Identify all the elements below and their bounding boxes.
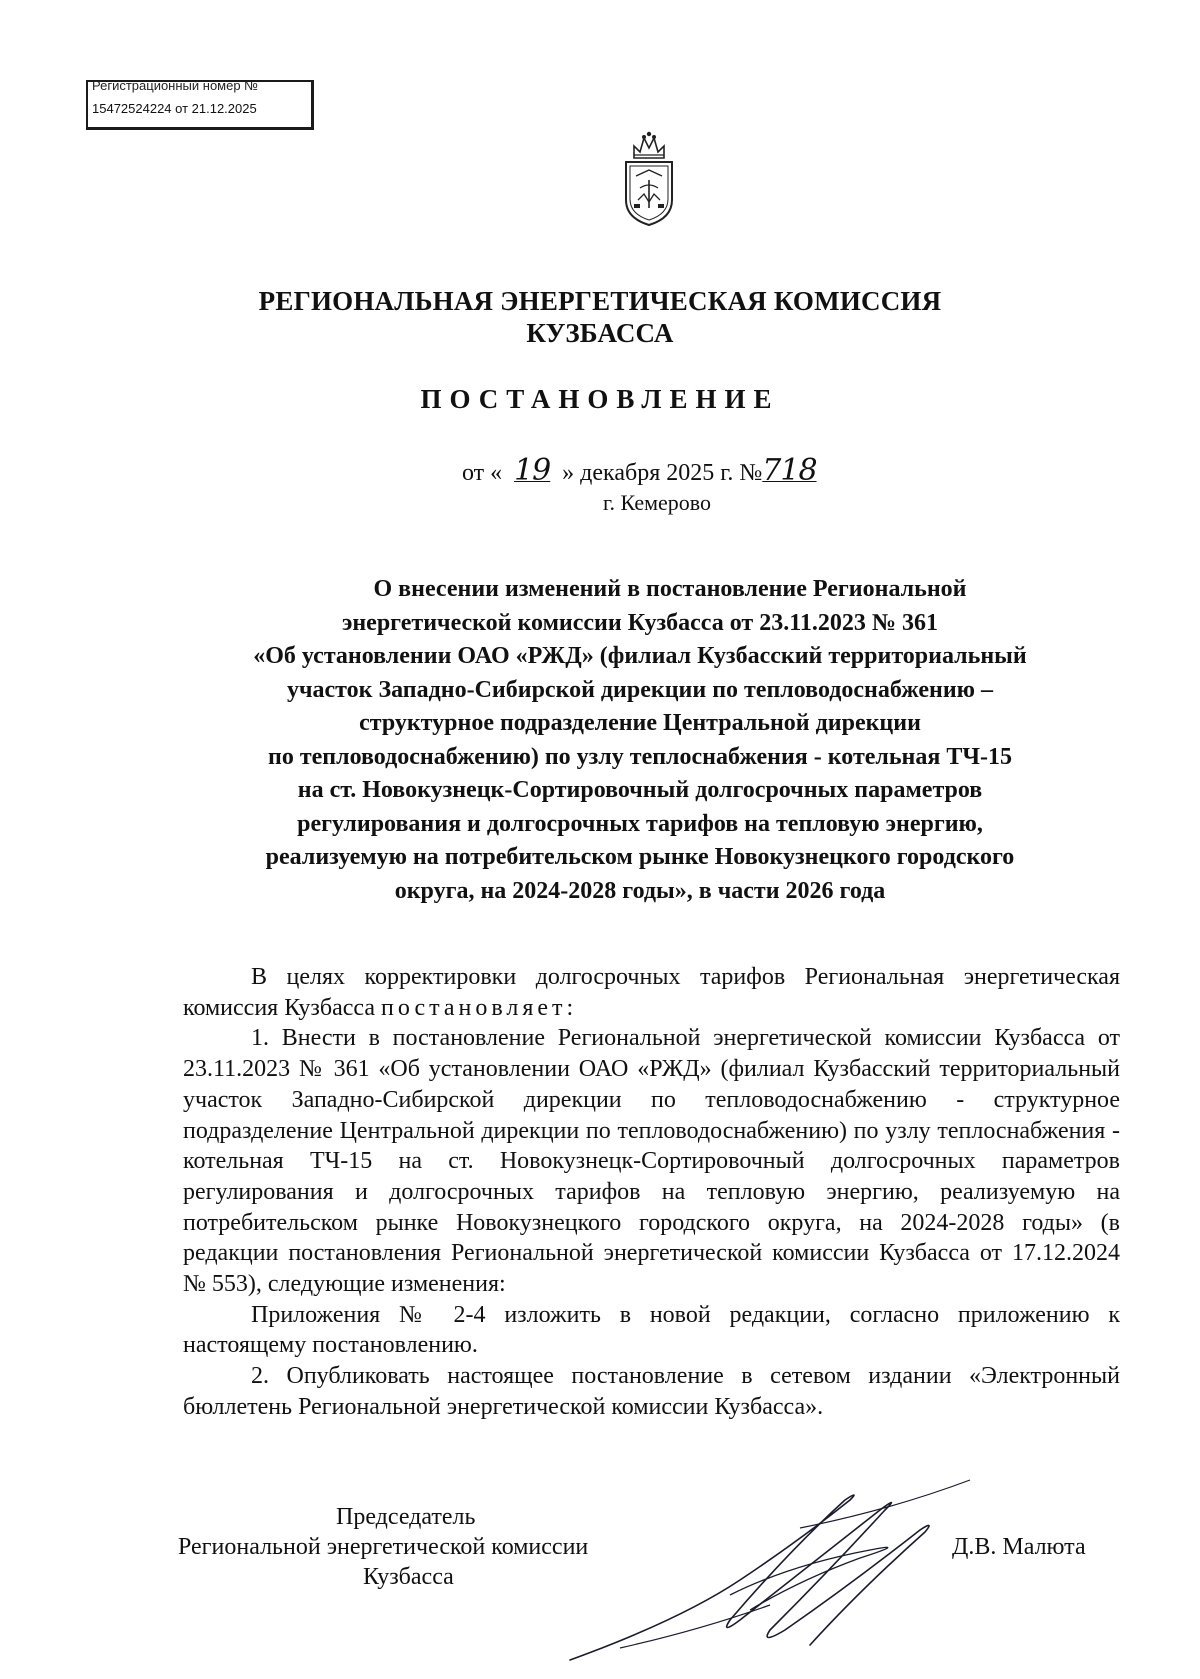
subject-line: участок Западно-Сибирской дирекции по тепловодоснабжению – (286, 676, 994, 703)
signatory-title-line1: Председатель (336, 1504, 476, 1530)
subject-line: О внесении изменений в постановление Региональной (373, 576, 967, 602)
subject-line: «Об установлении ОАО «РЖД» (филиал Кузбасский территориальный (253, 643, 1027, 669)
subject-line: энергетической комиссии Кузбасса от 23.11.2023 № 361 (341, 609, 939, 636)
subject-line: регулирования и долгосрочных тарифов на тепловую энергию, (297, 810, 983, 837)
document-type: ПОСТАНОВЛЕНИЕ (420, 384, 780, 414)
signatory-title-line2: Региональной энергетической комиссии (178, 1534, 589, 1560)
handwritten-signature (560, 1470, 1010, 1670)
date-day-handwritten: 19 (514, 453, 551, 488)
organization-title (0, 285, 1200, 349)
registration-label: Регистрационный номер № (92, 78, 259, 93)
subject-line: реализуемую на потребительском рынке Новокузнецкого городского (265, 844, 1015, 870)
document-subject (180, 573, 1100, 908)
date-number-line (462, 453, 820, 488)
organization-title-line1: РЕГИОНАЛЬНАЯ ЭНЕРГЕТИЧЕСКАЯ КОМИССИЯ (258, 286, 942, 316)
coat-of-arms-icon (620, 128, 678, 228)
decree-word: постановляет: (381, 994, 578, 1021)
document-number-handwritten: 718 (762, 453, 817, 488)
registration-number-date: 15472524224 от 21.12.2025 (92, 101, 257, 116)
signatory-name: Д.В. Малюта (952, 1534, 1086, 1560)
date-middle: » декабря 2025 г. № (562, 460, 763, 486)
organization-title-line2: КУЗБАССА (526, 318, 674, 348)
item-1-paragraph: 1. Внести в постановление Региональной энергетической комиссии Кузбасса от 23.11.2023 № 361 «Об установлении ОАО «РЖД» (филиал Кузбасский территориальный участок Западно-Сибирской дирекции по тепловодоснабжению - структурное подразделение Центральной дирекции по тепловодоснабжению) по узлу теплоснабжения - котельная ТЧ-15 на ст. Новокузнецк-Сортировочный долгосрочных параметров регулирования и долгосрочных тарифов на тепловую энергию, реализуемую на потребительском рынке Новокузнецкого городского округа, на 2024-2028 годы» (в редакции постановления Региональной энергетической комиссии Кузбасса от 17.12.2024 № 553), следующие изменения: (183, 1025, 1120, 1298)
city: г. Кемерово (602, 490, 712, 515)
subject-line: структурное подразделение Центральной дирекции (359, 710, 921, 736)
preamble-text: В целях корректировки долгосрочных тарифов Региональная энергетическая комиссия Кузбасса (183, 964, 1120, 1021)
item-2-paragraph: 2. Опубликовать настоящее постановление в сетевом издании «Электронный бюллетень Региональной энергетической комиссии Кузбасса». (183, 1363, 1120, 1420)
subject-line: по тепловодоснабжению) по узлу теплоснабжения - котельная ТЧ-15 (268, 743, 1012, 770)
signatory-title-line3: Кузбасса (363, 1564, 454, 1590)
preamble-paragraph (183, 962, 1120, 1023)
date-prefix: от « (462, 460, 503, 486)
item-1-sub-paragraph: Приложения № 2-4 изложить в новой редакции, согласно приложению к настоящему постановлению. (183, 1301, 1120, 1359)
subject-line: на ст. Новокузнецк-Сортировочный долгосрочных параметров (297, 777, 983, 803)
document-body (183, 962, 1120, 1423)
registration-stamp (86, 80, 314, 130)
subject-line: округа, на 2024-2028 годы», в части 2026 года (394, 877, 886, 904)
